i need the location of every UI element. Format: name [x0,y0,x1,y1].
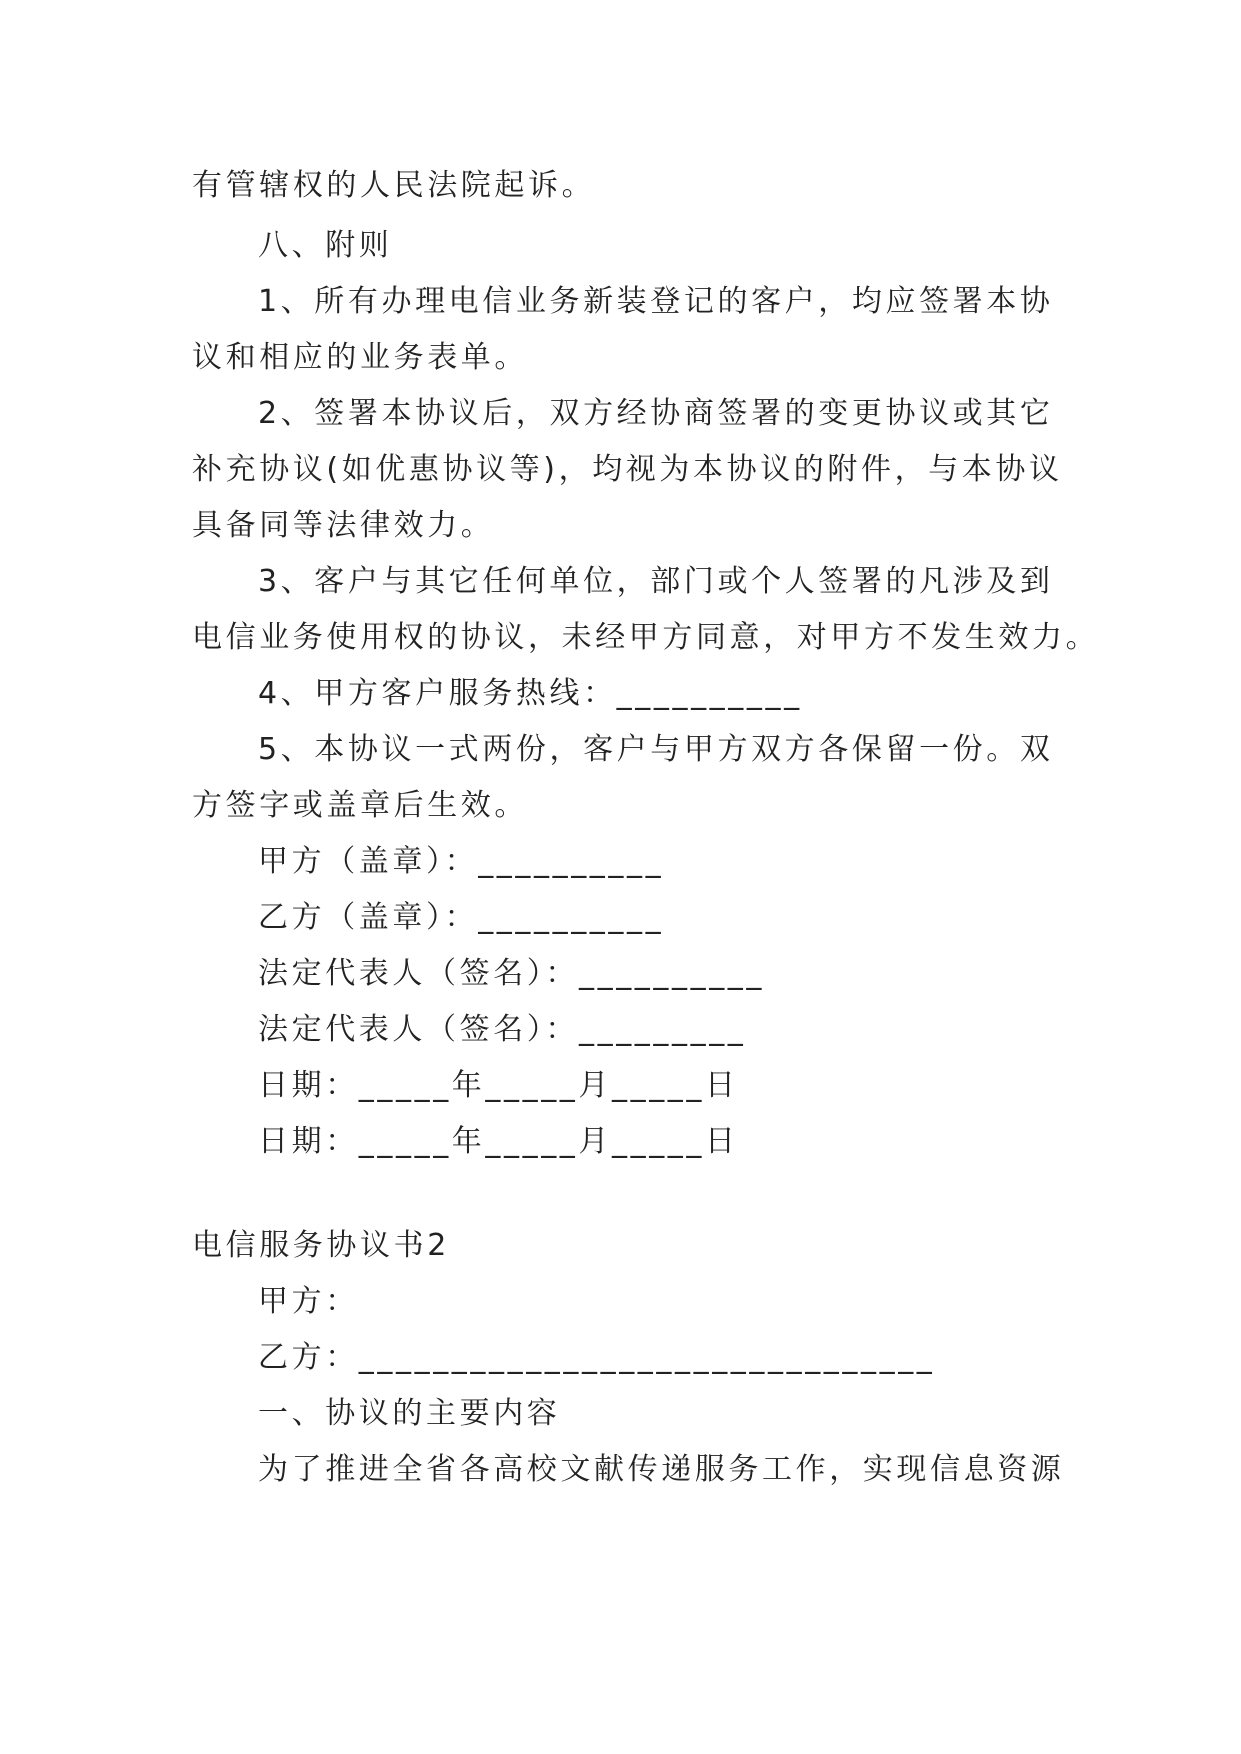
paragraph-line: 为了推进全省各高校文献传递服务工作，实现信息资源 [258,1452,1065,1487]
date-line: 日期：_____年_____月_____日 [258,1124,739,1159]
paragraph-line: 电信业务使用权的协议，未经甲方同意，对甲方不发生效力。 [192,620,1100,655]
document-title: 电信服务协议书2 [192,1228,450,1263]
section-heading: 八、附则 [258,228,393,263]
legal-representative-signature-line: 法定代表人（签名）：_________ [258,1012,747,1047]
hotline-line: 4、甲方客户服务热线：__________ [258,676,803,711]
paragraph-line: 3、客户与其它任何单位，部门或个人签署的凡涉及到 [258,564,1054,599]
date-line: 日期：_____年_____月_____日 [258,1068,739,1103]
paragraph-line: 5、本协议一式两份，客户与甲方双方各保留一份。双 [258,732,1054,767]
party-b-line: 乙方：_______________________________ [258,1340,936,1375]
party-b-seal-line: 乙方（盖章）：__________ [258,900,665,935]
party-a-seal-line: 甲方（盖章）：__________ [258,844,665,879]
paragraph-line: 方签字或盖章后生效。 [192,788,528,823]
legal-representative-signature-line: 法定代表人（签名）：__________ [258,956,765,991]
party-a-line: 甲方： [258,1284,359,1319]
paragraph-line: 具备同等法律效力。 [192,508,495,543]
paragraph-line: 有管辖权的人民法院起诉。 [192,168,596,203]
paragraph-line: 议和相应的业务表单。 [192,340,528,375]
paragraph-line: 补充协议(如优惠协议等)，均视为本协议的附件，与本协议 [192,452,1063,487]
paragraph-line: 2、签署本协议后，双方经协商签署的变更协议或其它 [258,396,1054,431]
paragraph-line: 1、所有办理电信业务新装登记的客户，均应签署本协 [258,284,1054,319]
section-heading: 一、协议的主要内容 [258,1396,561,1431]
